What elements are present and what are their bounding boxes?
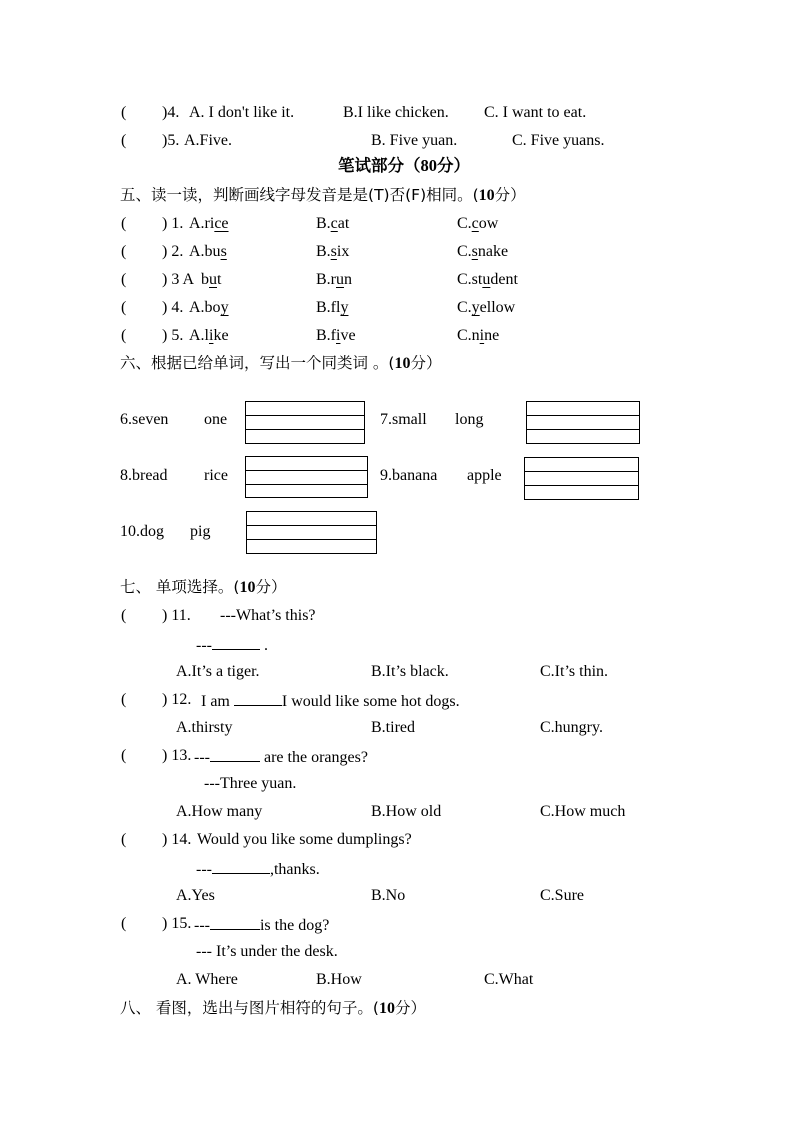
s6-q9-label: 9.banana: [380, 467, 438, 484]
q11-option-c: C.It’s thin.: [540, 663, 609, 680]
s6-q7-writing-box[interactable]: [526, 401, 640, 444]
q4-option-a: A. I don't like it.: [189, 104, 295, 121]
q13-option-c: C.How much: [540, 803, 626, 820]
q14-stem: Would you like some dumplings?: [197, 831, 412, 848]
q12-option-a: A.thirsty: [176, 719, 233, 736]
q14-number: ) 14.: [162, 831, 192, 848]
q12-stem: I am I would like some hot dogs.: [201, 690, 460, 712]
s5-q3-option-b: B.run: [316, 271, 352, 288]
s5-q5-number: ) 5.: [162, 327, 184, 344]
s5-q2-option-b: B.six: [316, 243, 350, 260]
q14-answer-line: --- ,thanks.: [196, 858, 320, 880]
s5-q5-option-a: A.like: [189, 327, 229, 344]
q12-option-c: C.hungry.: [540, 719, 603, 736]
s5-q1-paren[interactable]: (: [121, 215, 127, 232]
q14-option-b: B.No: [371, 887, 406, 904]
q4-paren[interactable]: (: [121, 104, 127, 121]
s5-q3-option-a: but: [201, 271, 222, 288]
q13-reply: ---Three yuan.: [204, 775, 297, 792]
q12-paren[interactable]: (: [121, 691, 127, 708]
s6-q10-writing-box[interactable]: [246, 511, 377, 554]
q12-option-b: B.tired: [371, 719, 415, 736]
q11-option-a: A.It’s a tiger.: [176, 663, 260, 680]
s5-q4-option-a: A.boy: [189, 299, 229, 316]
q4-option-c: C. I want to eat.: [484, 104, 587, 121]
s6-q6-writing-box[interactable]: [245, 401, 365, 444]
q11-blank[interactable]: [212, 634, 260, 650]
q15-option-a: A. Where: [176, 971, 238, 988]
q14-option-c: C.Sure: [540, 887, 584, 904]
q15-option-c: C.What: [484, 971, 534, 988]
s5-q2-number: ) 2.: [162, 243, 184, 260]
s5-q2-option-a: A.bus: [189, 243, 227, 260]
q14-blank[interactable]: [212, 858, 270, 874]
q15-option-b: B.How: [316, 971, 362, 988]
s6-q9-word: apple: [467, 467, 502, 484]
q4-number: )4.: [162, 104, 180, 121]
s6-q8-writing-box[interactable]: [245, 456, 368, 498]
s5-q1-number: ) 1.: [162, 215, 184, 232]
q11-answer-line: --- .: [196, 634, 268, 656]
q13-blank[interactable]: [210, 746, 260, 762]
s5-q5-paren[interactable]: (: [121, 327, 127, 344]
s5-q3-option-c: C.student: [457, 271, 518, 288]
q11-paren[interactable]: (: [121, 607, 127, 624]
s6-q9-writing-box[interactable]: [524, 457, 639, 500]
s6-q10-word: pig: [190, 523, 211, 540]
s6-q7-label: 7.small: [380, 411, 427, 428]
s5-q3-number: ) 3 A: [162, 271, 194, 288]
section5-header: 五、读一读，判断画线字母发音是是(T)否(F)相同。(10分）: [120, 186, 526, 204]
q15-reply: --- It’s under the desk.: [196, 943, 338, 960]
s5-q4-paren[interactable]: (: [121, 299, 127, 316]
q15-blank[interactable]: [210, 914, 260, 930]
q15-stem: --- is the dog?: [194, 914, 329, 936]
q12-blank[interactable]: [234, 690, 282, 706]
q5-number: )5.: [162, 132, 180, 149]
s5-q5-option-c: C.nine: [457, 327, 500, 344]
section6-header: 六、根据已给单词，写出一个同类词 。(10分）: [120, 354, 442, 372]
q13-option-b: B.How old: [371, 803, 442, 820]
q11-stem: ---What’s this?: [220, 607, 316, 624]
q5-option-a: A.Five.: [184, 132, 232, 149]
q13-option-a: A.How many: [176, 803, 263, 820]
s5-q5-option-b: B.five: [316, 327, 356, 344]
q11-option-b: B.It’s black.: [371, 663, 449, 680]
q5-paren[interactable]: (: [121, 132, 127, 149]
q14-option-a: A.Yes: [176, 887, 215, 904]
q13-number: ) 13.: [162, 747, 192, 764]
q5-option-b: B. Five yuan.: [371, 132, 458, 149]
q13-stem: --- are the oranges?: [194, 746, 368, 768]
s5-q1-option-b: B.cat: [316, 215, 350, 232]
s5-q3-paren[interactable]: (: [121, 271, 127, 288]
q15-number: ) 15.: [162, 915, 192, 932]
s5-q4-option-b: B.fly: [316, 299, 349, 316]
q15-paren[interactable]: (: [121, 915, 127, 932]
section7-header: 七、 单项选择。(10分）: [120, 578, 287, 596]
s5-q4-option-c: C.yellow: [457, 299, 516, 316]
written-part-title: 笔试部分（80分）: [338, 156, 470, 175]
s6-q7-word: long: [455, 411, 484, 428]
s5-q4-number: ) 4.: [162, 299, 184, 316]
s6-q10-label: 10.dog: [120, 523, 164, 540]
q13-paren[interactable]: (: [121, 747, 127, 764]
s6-q6-label: 6.seven: [120, 411, 169, 428]
s5-q2-option-c: C.snake: [457, 243, 509, 260]
s5-q2-paren[interactable]: (: [121, 243, 127, 260]
q14-paren[interactable]: (: [121, 831, 127, 848]
q4-option-b: B.I like chicken.: [343, 104, 449, 121]
s5-q1-option-a: A.rice: [189, 215, 229, 232]
q12-number: ) 12.: [162, 691, 192, 708]
s6-q8-label: 8.bread: [120, 467, 168, 484]
s6-q6-word: one: [204, 411, 228, 428]
s6-q8-word: rice: [204, 467, 228, 484]
s5-q1-option-c: C.cow: [457, 215, 499, 232]
q11-number: ) 11.: [162, 607, 191, 624]
q5-option-c: C. Five yuans.: [512, 132, 605, 149]
section8-header: 八、 看图，选出与图片相符的句子。(10分）: [120, 999, 426, 1017]
